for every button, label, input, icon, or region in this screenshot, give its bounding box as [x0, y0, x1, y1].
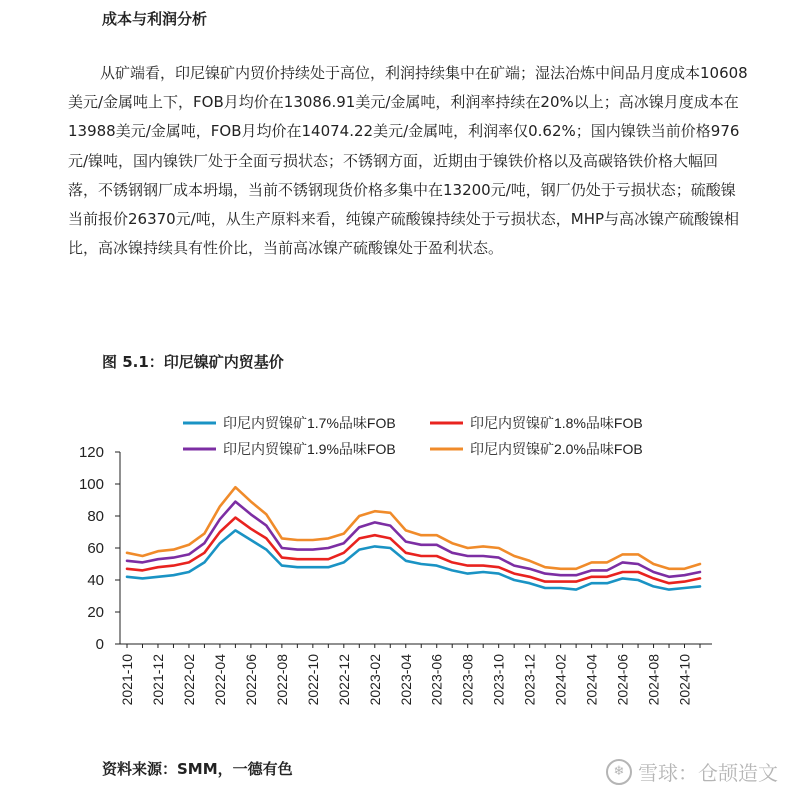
y-tick-label: 60	[87, 540, 104, 557]
x-tick-label: 2021-12	[149, 654, 166, 706]
y-tick-label: 20	[87, 604, 104, 621]
y-tick-label: 120	[78, 444, 104, 461]
x-tick-label: 2024-06	[614, 654, 631, 706]
legend-label-3: 印尼内贸镍矿1.9%品味FOB	[223, 441, 396, 457]
y-tick-label: 80	[87, 508, 104, 525]
section-title: 成本与利润分析	[102, 10, 208, 28]
x-tick-label: 2022-06	[242, 654, 259, 706]
legend-label-2: 印尼内贸镍矿1.8%品味FOB	[470, 415, 643, 431]
x-tick-label: 2023-04	[397, 654, 414, 706]
x-tick-label: 2024-02	[552, 654, 569, 706]
x-tick-label: 2022-12	[335, 654, 352, 706]
watermark	[606, 757, 778, 786]
x-tick-label: 2024-08	[645, 654, 662, 706]
chart-legend	[183, 415, 643, 457]
x-tick-label: 2023-06	[428, 654, 445, 706]
watermark-text: 雪球：仓颉造文	[638, 761, 778, 785]
body-paragraph: 从矿端看，印尼镍矿内贸价持续处于高位，利润持续集中在矿端；湿法冶炼中间品月度成本10608美元/金属吨上下，FOB月均价在13086.91美元/金属吨，利润率持续在20%以上；高冰镍月度成本在13988美元/金属吨，FOB月均价在14074.22美元/金属吨，利润率仅0.62%；国内镍铁当前价格976元/镍吨，国内镍铁厂处于全面亏损状态；不锈钢方面，近期由于镍铁价格以及高碳铬铁价格大幅回落，不锈钢钢厂成本坍塌，当前不锈钢现货价格多集中在13200元/吨，钢厂仍处于亏损状态；硫酸镍当前报价26370元/吨，从生产原料来看，纯镍产硫酸镍持续处于亏损状态，MHP与高冰镍产硫酸镍相比，高冰镍持续具有性价比，当前高冰镍产硫酸镍处于盈利状态。	[68, 64, 748, 258]
snowball-icon: ❄	[606, 759, 632, 785]
x-tick-label: 2022-02	[180, 654, 197, 706]
chart-series	[127, 487, 700, 589]
x-tick-label: 2022-04	[211, 654, 228, 706]
x-tick-label: 2023-10	[490, 654, 507, 706]
y-tick-label: 0	[95, 636, 104, 653]
x-tick-label: 2022-10	[304, 654, 321, 706]
x-tick-label: 2024-10	[676, 654, 693, 706]
nickel-ore-price-chart	[0, 395, 800, 740]
x-tick-label: 2023-12	[521, 654, 538, 706]
x-tick-label: 2022-08	[273, 654, 290, 706]
x-tick-label: 2023-02	[366, 654, 383, 706]
figure-title: 图 5.1：印尼镍矿内贸基价	[102, 353, 284, 371]
x-tick-label: 2023-08	[459, 654, 476, 706]
legend-label-1: 印尼内贸镍矿1.7%品味FOB	[223, 415, 396, 431]
y-tick-label: 100	[78, 476, 104, 493]
x-tick-label: 2024-04	[583, 654, 600, 706]
legend-label-4: 印尼内贸镍矿2.0%品味FOB	[470, 441, 643, 457]
y-tick-label: 40	[87, 572, 104, 589]
source-note: 资料来源：SMM，一德有色	[102, 760, 293, 778]
x-tick-label: 2021-10	[119, 654, 135, 706]
